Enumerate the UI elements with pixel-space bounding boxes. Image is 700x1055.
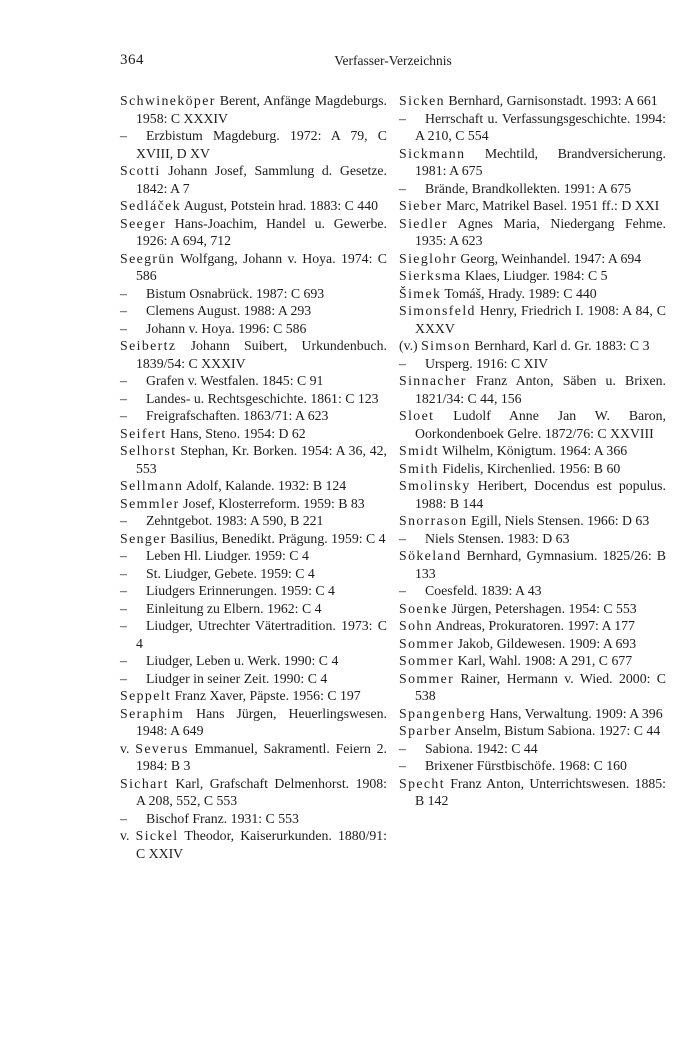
author-name: Sichart bbox=[120, 775, 169, 791]
index-entry: Spangenberg Hans, Verwaltung. 1909: A 396 bbox=[399, 705, 663, 721]
index-entry: Semmler Josef, Klosterreform. 1959: B 83 bbox=[120, 495, 365, 511]
index-entry: Specht Franz Anton, Unterrichtswesen. 1885: B 142 bbox=[399, 775, 666, 808]
author-name: Semmler bbox=[120, 495, 180, 511]
index-entry: Scotti Johann Josef, Sammlung d. Gesetze. 1842: A 7 bbox=[120, 163, 387, 196]
author-name: Sloet bbox=[399, 408, 435, 423]
author-name: Sickel bbox=[135, 828, 179, 843]
index-entry: Sieglohr Georg, Weinhandel. 1947: A 694 bbox=[399, 250, 642, 266]
left-column bbox=[120, 92, 387, 862]
dash-marker: – bbox=[120, 618, 127, 633]
dash-marker: – bbox=[399, 583, 406, 598]
index-entry: – Landes- u. Rechtsgeschichte. 1861: C 123 bbox=[120, 390, 379, 406]
author-name: Selhorst bbox=[120, 443, 177, 458]
author-name: Smith bbox=[399, 460, 439, 476]
index-entry: Seeger Hans-Joachim, Handel u. Gewerbe. 1926: A 694, 712 bbox=[120, 215, 387, 248]
index-entry: – Brände, Brandkollekten. 1991: A 675 bbox=[399, 180, 632, 196]
index-entry: Sommer Jakob, Gildewesen. 1909: A 693 bbox=[399, 635, 637, 651]
index-entry: – Leben Hl. Liudger. 1959: C 4 bbox=[120, 548, 309, 563]
author-name: Simson bbox=[421, 338, 471, 353]
dash-marker: – bbox=[399, 110, 406, 126]
author-name: Sommer bbox=[399, 653, 455, 668]
author-name: Sieglohr bbox=[399, 250, 457, 266]
index-entry: Sellmann Adolf, Kalande. 1932: B 124 bbox=[120, 478, 347, 493]
author-name: Smidt bbox=[399, 443, 439, 458]
author-name: Sierksma bbox=[399, 268, 462, 283]
dash-marker: – bbox=[120, 408, 127, 423]
index-entry: – Bistum Osnabrück. 1987: C 693 bbox=[120, 285, 325, 301]
index-entry: Smidt Wilhelm, Königtum. 1964: A 366 bbox=[399, 443, 628, 458]
index-entry: – Zehntgebot. 1983: A 590, B 221 bbox=[120, 513, 324, 528]
author-name: Sieber bbox=[399, 198, 443, 213]
index-entry: – Liudgers Erinnerungen. 1959: C 4 bbox=[120, 583, 335, 598]
dash-marker: – bbox=[120, 653, 127, 668]
index-entry: – Bischof Franz. 1931: C 553 bbox=[120, 810, 299, 826]
author-name: Soenke bbox=[399, 600, 449, 616]
author-name: Siedler bbox=[399, 215, 448, 231]
index-entry: Schwineköper Berent, Anfänge Magdeburgs. 1958: C XXXIV bbox=[120, 93, 387, 126]
index-entry: Smith Fidelis, Kirchenlied. 1956: B 60 bbox=[399, 460, 621, 476]
author-name: Scotti bbox=[120, 163, 161, 178]
author-name: Seraphim bbox=[120, 705, 185, 721]
author-name: Sicken bbox=[399, 93, 445, 108]
index-entry: – Clemens August. 1988: A 293 bbox=[120, 303, 312, 318]
page-number: 364 bbox=[120, 52, 144, 68]
author-name: Severus bbox=[135, 740, 189, 756]
author-name: Specht bbox=[399, 775, 445, 791]
index-entry: – Liudger, Utrechter Vätertradition. 1973: C 4 bbox=[120, 618, 387, 651]
index-entry: Seraphim Hans Jürgen, Heuerlingswesen. 1948: A 649 bbox=[120, 705, 387, 738]
index-entry: Snorrason Egill, Niels Stensen. 1966: D 63 bbox=[399, 513, 650, 528]
index-entry: Sierksma Klaes, Liudger. 1984: C 5 bbox=[399, 268, 608, 283]
index-entry: Sedláček August, Potstein hrad. 1883: C 440 bbox=[120, 198, 378, 213]
index-entry: v. Severus Emmanuel, Sakramentl. Feiern 2. 1984: B 3 bbox=[120, 740, 387, 773]
index-entry: Sparber Anselm, Bistum Sabiona. 1927: C 44 bbox=[399, 723, 661, 738]
author-name: Snorrason bbox=[399, 513, 468, 528]
index-entry: – Brixener Fürstbischöfe. 1968: C 160 bbox=[399, 758, 627, 773]
index-entry: Seppelt Franz Xaver, Päpste. 1956: C 197 bbox=[120, 688, 361, 703]
index-entry: Sohn Andreas, Prokuratoren. 1997: A 177 bbox=[399, 618, 635, 633]
page-header-title: Verfasser-Verzeichnis bbox=[334, 53, 452, 68]
page-header bbox=[120, 52, 666, 74]
index-entry: Sinnacher Franz Anton, Säben u. Brixen. 1821/34: C 44, 156 bbox=[399, 373, 666, 406]
dash-marker: – bbox=[120, 583, 127, 598]
index-entry: – Freigrafschaften. 1863/71: A 623 bbox=[120, 408, 329, 423]
index-entry: Seegrün Wolfgang, Johann v. Hoya. 1974: C 586 bbox=[120, 250, 387, 283]
author-name: Sommer bbox=[399, 635, 455, 651]
author-name: Sommer bbox=[399, 670, 455, 686]
dash-marker: – bbox=[120, 548, 127, 563]
author-name: Sedláček bbox=[120, 198, 181, 213]
index-entry: Šimek Tomáš, Hrady. 1989: C 440 bbox=[399, 285, 597, 301]
index-entry: (v.) Simson Bernhard, Karl d. Gr. 1883: C 3 bbox=[399, 338, 650, 353]
dash-marker: – bbox=[120, 565, 127, 581]
dash-marker: – bbox=[120, 600, 127, 616]
dash-marker: – bbox=[120, 810, 127, 826]
index-entry: Sieber Marc, Matrikel Basel. 1951 ff.: D XXI bbox=[399, 198, 660, 213]
index-entry: Sicken Bernhard, Garnisonstadt. 1993: A 661 bbox=[399, 93, 658, 108]
index-entry: Sökeland Bernhard, Gymnasium. 1825/26: B 133 bbox=[399, 548, 666, 581]
text-columns bbox=[120, 92, 666, 862]
dash-marker: – bbox=[120, 320, 127, 336]
dash-marker: – bbox=[120, 285, 127, 301]
index-entry: Sommer Rainer, Hermann v. Wied. 2000: C 538 bbox=[399, 670, 666, 703]
index-entry: Sommer Karl, Wahl. 1908: A 291, C 677 bbox=[399, 653, 633, 668]
index-entry: – Liudger, Leben u. Werk. 1990: C 4 bbox=[120, 653, 339, 668]
dash-marker: – bbox=[120, 303, 127, 318]
index-entry: Soenke Jürgen, Petershagen. 1954: C 553 bbox=[399, 600, 637, 616]
index-entry: – Erzbistum Magdeburg. 1972: A 79, C XVIII, D XV bbox=[120, 128, 387, 161]
index-entry: Smolinsky Heribert, Docendus est populus. 1988: B 144 bbox=[399, 478, 666, 511]
author-name: Seegrün bbox=[120, 250, 176, 266]
author-name: Spangenberg bbox=[399, 705, 487, 721]
author-name: Seeger bbox=[120, 215, 166, 231]
dash-marker: – bbox=[120, 670, 127, 686]
author-name: Schwineköper bbox=[120, 93, 216, 108]
author-name: Šimek bbox=[399, 285, 442, 301]
index-entry: Sichart Karl, Grafschaft Delmenhorst. 1908: A 208, 552, C 553 bbox=[120, 775, 387, 808]
author-name: Sickmann bbox=[399, 145, 466, 161]
index-entry: Siedler Agnes Maria, Niedergang Fehme. 1935: A 623 bbox=[399, 215, 666, 248]
index-entry: – Herrschaft u. Verfassungsgeschichte. 1994: A 210, C 554 bbox=[399, 110, 666, 143]
author-name: Smolinsky bbox=[399, 478, 471, 493]
dash-marker: – bbox=[399, 530, 406, 546]
index-page bbox=[120, 52, 666, 862]
dash-marker: – bbox=[120, 390, 127, 406]
dash-marker: – bbox=[120, 513, 127, 528]
dash-marker: – bbox=[399, 758, 406, 773]
index-entry: v. Sickel Theodor, Kaiserurkunden. 1880/91: C XXIV bbox=[120, 828, 388, 861]
index-entry: – Einleitung zu Elbern. 1962: C 4 bbox=[120, 600, 322, 616]
index-entry: – Niels Stensen. 1983: D 63 bbox=[399, 530, 570, 546]
author-name: Sohn bbox=[399, 618, 433, 633]
author-name: Seifert bbox=[120, 425, 167, 441]
author-name: Sökeland bbox=[399, 548, 462, 563]
index-entry: – Johann v. Hoya. 1996: C 586 bbox=[120, 320, 307, 336]
index-entry: – Ursperg. 1916: C XIV bbox=[399, 355, 549, 371]
right-column bbox=[399, 92, 666, 862]
index-entry: Seifert Hans, Steno. 1954: D 62 bbox=[120, 425, 306, 441]
dash-marker: – bbox=[399, 180, 406, 196]
index-entry: – St. Liudger, Gebete. 1959: C 4 bbox=[120, 565, 315, 581]
index-entry: Seibertz Johann Suibert, Urkundenbuch. 1839/54: C XXXIV bbox=[120, 338, 387, 371]
author-name: Seibertz bbox=[120, 338, 177, 353]
dash-marker: – bbox=[120, 128, 127, 143]
index-entry: – Liudger in seiner Zeit. 1990: C 4 bbox=[120, 670, 328, 686]
author-name: Simonsfeld bbox=[399, 303, 476, 318]
index-entry: – Sabiona. 1942: C 44 bbox=[399, 740, 538, 756]
index-entry: – Grafen v. Westfalen. 1845: C 91 bbox=[120, 373, 324, 388]
dash-marker: – bbox=[399, 355, 406, 371]
index-entry: – Coesfeld. 1839: A 43 bbox=[399, 583, 542, 598]
index-entry: Simonsfeld Henry, Friedrich I. 1908: A 84, C XXXV bbox=[399, 303, 666, 336]
index-entry: Selhorst Stephan, Kr. Borken. 1954: A 36, 42, 553 bbox=[120, 443, 387, 476]
index-entry: Sloet Ludolf Anne Jan W. Baron, Oorkondenboek Gelre. 1872/76: C XXVIII bbox=[399, 408, 666, 441]
dash-marker: – bbox=[120, 373, 127, 388]
dash-marker: – bbox=[399, 740, 406, 756]
author-name: Sinnacher bbox=[399, 373, 467, 388]
index-entry: Sickmann Mechtild, Brandversicherung. 1981: A 675 bbox=[399, 145, 666, 178]
author-name: Senger bbox=[120, 530, 167, 546]
index-entry: Senger Basilius, Benedikt. Prägung. 1959: C 4 bbox=[120, 530, 386, 546]
author-name: Sparber bbox=[399, 723, 452, 738]
author-name: Seppelt bbox=[120, 688, 172, 703]
author-name: Sellmann bbox=[120, 478, 184, 493]
